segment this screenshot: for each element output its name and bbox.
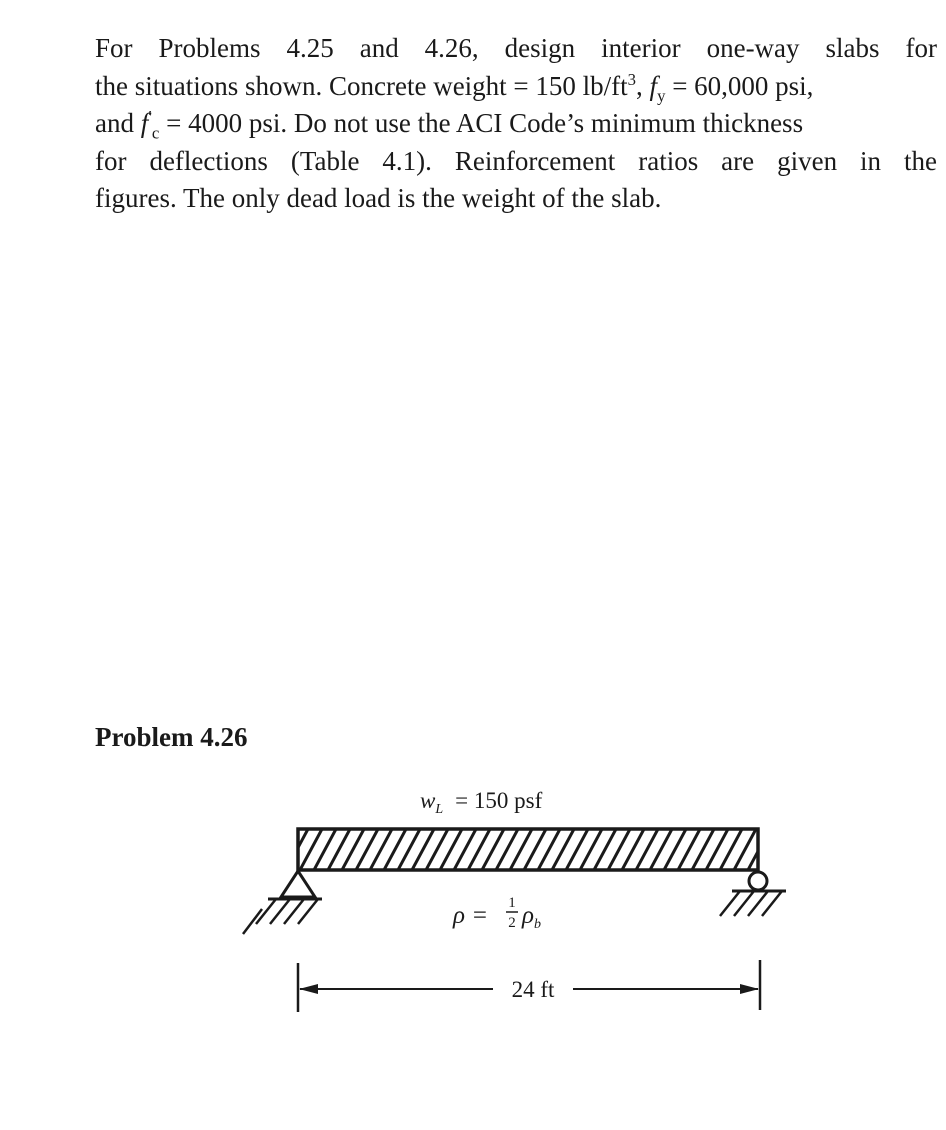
text-fragment: = 60,000 psi,: [665, 70, 814, 101]
text-line-1: For Problems 4.25 and 4.26, design interior one-way slabs for: [95, 33, 937, 63]
rho-symbol: ρ =: [453, 902, 489, 929]
prime-mark: ′: [148, 107, 152, 126]
subscript: y: [657, 85, 666, 105]
text-fragment: = 4000 psi. Do not use the ACI Code’s minimum thickness: [159, 108, 804, 138]
problem-statement: [95, 30, 937, 218]
reinforcement-ratio-label: [452, 895, 541, 932]
span-label: 24 ft: [511, 977, 555, 1002]
roller-support: [720, 872, 786, 916]
symbol-f: f: [140, 108, 149, 138]
text-fragment: ,: [636, 70, 650, 101]
text-line-3: [95, 105, 937, 143]
subscript: c: [151, 123, 160, 143]
problem-heading: Problem 4.26: [95, 722, 248, 752]
text-line-5: figures. The only dead load is the weight of the slab.: [95, 183, 662, 213]
text-line-2: [95, 68, 937, 106]
fraction-denominator: 2: [508, 915, 516, 931]
rho-b: $\rho_b$: [522, 902, 541, 932]
fraction-numerator: 1: [508, 895, 516, 911]
superscript: 3: [627, 69, 637, 89]
load-label: $w_L = 150$ psf: [420, 788, 543, 817]
text-fragment: and: [95, 108, 141, 138]
symbol-f: f: [649, 70, 658, 101]
beam-diagram: [0, 770, 946, 1070]
text-line-4: for deflections (Table 4.1). Reinforcement ratios are given in the: [95, 145, 937, 176]
pin-support: [243, 871, 322, 934]
slab: [286, 829, 770, 870]
text-fragment: the situations shown. Concrete weight = 150 lb/ft: [95, 70, 628, 101]
